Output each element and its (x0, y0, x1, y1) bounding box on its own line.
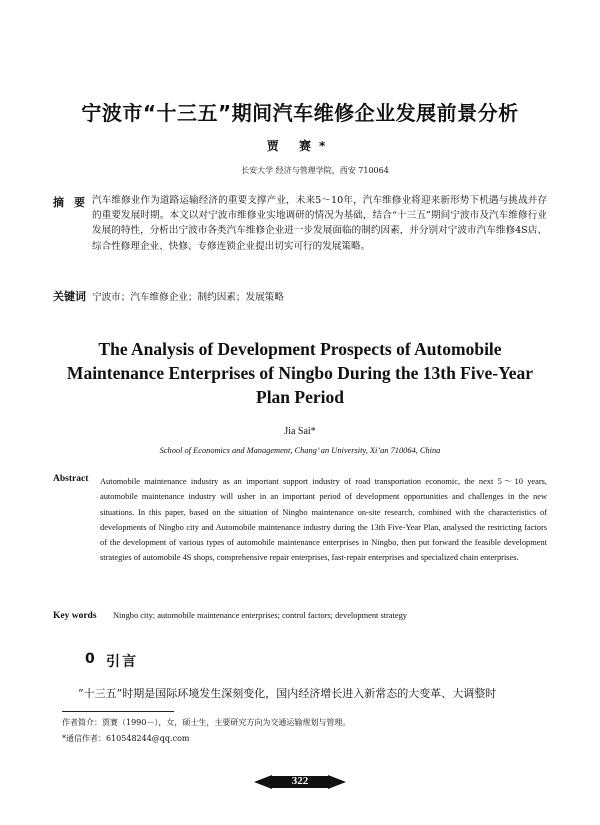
footnote-contact: *通信作者：610548244@qq.com (62, 734, 190, 743)
chinese-keywords-text: 宁波市；汽车维修企业；制约因素；发展策略 (92, 292, 284, 303)
chinese-abstract-text: 汽车维修业作为道路运输经济的重要支撑产业，未来5～10年，汽车维修业将迎来新形势下机遇与挑战并存的重要发展时期。本文以对宁波市维修业实地调研的情况为基础，结合“十三五”期间宁波市及汽车维修行业发展的特性，分析出宁波市各类汽车维修企业进一步发展面临的制约因素，并分别对宁波市汽车维修4S店、综合性修理企业、快修、专修连锁企业提出切实可行的发展策略。 (92, 195, 547, 252)
english-title: The Analysis of Development Prospects of Automobile Maintenance Enterprises of Ningbo During the 13th Five-Year Plan Period (66, 339, 534, 407)
page-number-badge (254, 774, 346, 790)
page-number: 322 (291, 775, 309, 787)
english-keywords-label: Key words (53, 611, 97, 621)
english-keywords-text: Ningbo city; automobile maintenance enterprises; control factors; development strategy (113, 611, 407, 620)
chinese-abstract-label: 摘要 (53, 196, 95, 209)
footnote-author-bio: 作者简介：贾赛（1990－），女，硕士生，主要研究方向为交通运输规划与管理。 (62, 718, 351, 727)
chinese-title: 宁波市“十三五”期间汽车维修企业发展前景分析 (81, 101, 519, 125)
section-number: 0 (85, 651, 95, 667)
english-author: Jia Sai* (284, 426, 316, 437)
chinese-affiliation: 长安大学 经济与管理学院，西安 710064 (241, 166, 389, 175)
english-abstract-label: Abstract (53, 474, 89, 484)
chinese-keywords-label: 关键词 (53, 290, 86, 303)
section-title: 引言 (106, 654, 138, 670)
chinese-author: 贾 赛* (266, 139, 334, 153)
english-abstract-text: Automobile maintenance industry as an important support industry of road transportation economic, the next 5～10 years, automobile maintenance industry will usher in an important period of development opportunities and challenges in the new situations. In this paper, based on the situation of Ningbo maintenance on-site research, combined with the characteristics of developments of Ningbo city and Automobile maintenance industry during the 13th Five-Year Plan, analysed the restricting factors of the development of various types of automobile maintenance enterprises in Ningbo, then put forward the feasible development strategies of automobile 4S shops, comprehensive repair enterprises, fast-repair enterprises and specialized chain enterprises. (100, 477, 547, 563)
english-affiliation: School of Economics and Management, Chang’ an University, Xi’an 710064, China (159, 446, 441, 455)
intro-first-line: “十三五”时期是国际环境发生深刻变化，国内经济增长进入新常态的大变革、大调整时 (78, 687, 497, 700)
footnote-divider (62, 711, 174, 712)
